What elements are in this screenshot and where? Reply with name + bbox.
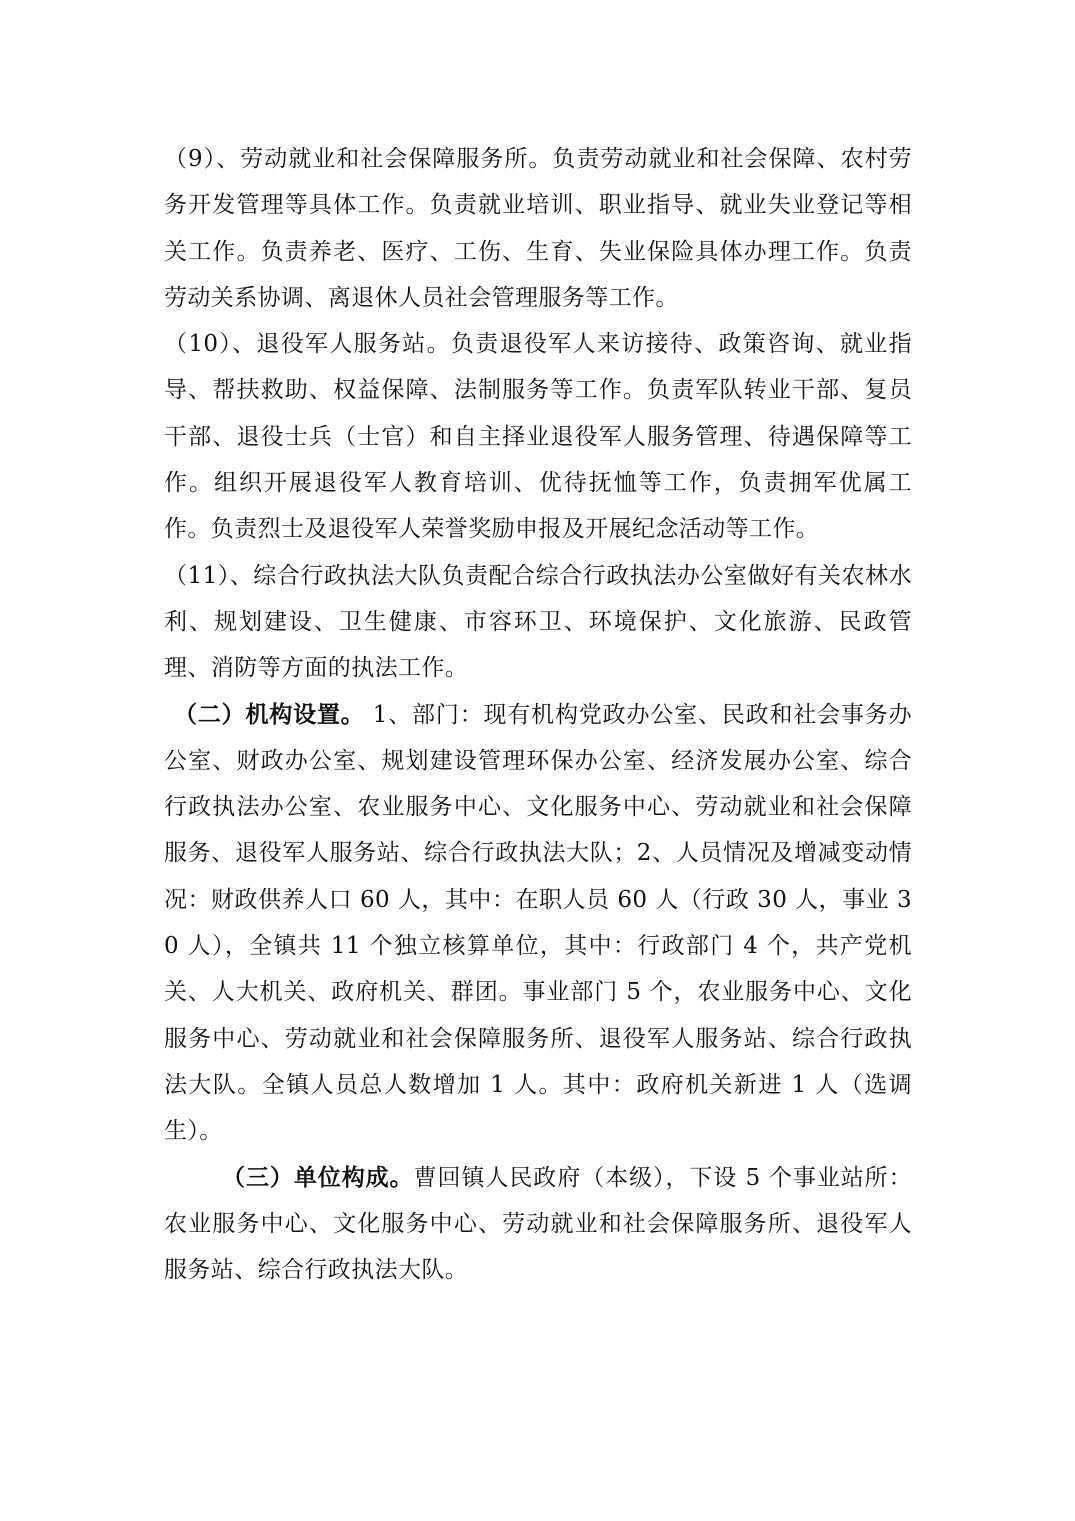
section-organization-setup-heading: （二）机构设置。	[174, 700, 365, 728]
section-organization-setup	[164, 692, 912, 1155]
section-unit-composition-heading: （三）单位构成。	[222, 1163, 414, 1191]
section-organization-setup-body: 1、部门：现有机构党政办公室、民政和社会事务办公室、财政办公室、规划建设管理环保办公室、经济发展办公室、综合行政执法办公室、农业服务中心、文化服务中心、劳动就业和社会保障服务、退役军人服务站、综合行政执法大队；2、人员情况及增减变动情况：财政供养人口 60 人，其中：在职人员 60 人（行政 30 人，事业 30 人），全镇共 11 个独立核算单位，其中：行政部门 4 个，共产党机关、人大机关、政府机关、群团。事业部门 5 个，农业服务中心、文化服务中心、劳动就业和社会保障服务所、退役军人服务站、综合行政执法大队。全镇人员总人数增加 1 人。其中：政府机关新进 1 人（选调生）。	[164, 701, 912, 1145]
section-unit-composition	[164, 1155, 912, 1294]
paragraph-item-11: （11）、综合行政执法大队负责配合综合行政执法办公室做好有关农林水利、规划建设、卫生健康、市容环卫、环境保护、文化旅游、民政管理、消防等方面的执法工作。	[164, 562, 912, 682]
section-unit-composition-body: 曹回镇人民政府（本级），下设 5 个事业站所：农业服务中心、文化服务中心、劳动就业和社会保障服务所、退役军人服务站、综合行政执法大队。	[164, 1164, 912, 1284]
paragraph-item-9: （9）、劳动就业和社会保障服务所。负责劳动就业和社会保障、农村劳务开发管理等具体工作。负责就业培训、职业指导、就业失业登记等相关工作。负责养老、医疗、工伤、生育、失业保险具体办理工作。负责劳动关系协调、离退休人员社会管理服务等工作。	[164, 146, 912, 311]
paragraph-item-10: （10）、退役军人服务站。负责退役军人来访接待、政策咨询、就业指导、帮扶救助、权益保障、法制服务等工作。负责军队转业干部、复员干部、退役士兵（士官）和自主择业退役军人服务管理、待遇保障等工作。组织开展退役军人教育培训、优待抚恤等工作，负责拥军优属工作。负责烈士及退役军人荣誉奖励申报及开展纪念活动等工作。	[164, 331, 912, 543]
document-body	[164, 136, 912, 1293]
